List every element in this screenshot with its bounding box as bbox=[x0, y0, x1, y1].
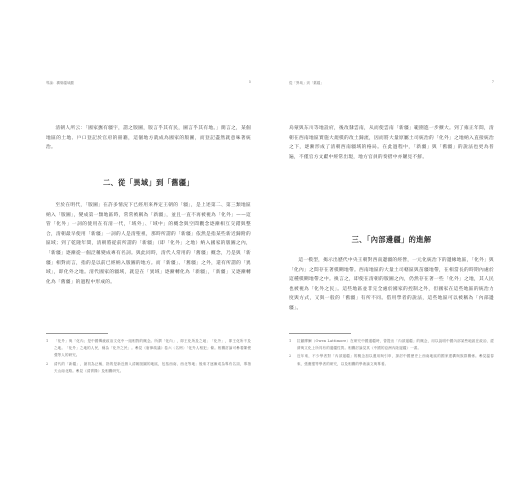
right-main-text: 這一模型，揭示出歷代中央王朝對西南邊疆的經營，一元化統治下的邊緣地區，「化外」與「化內」之間存在著模糊地帶。西南地區的大量土司轄區與苗疆地帶，在相當長的時期內處於這種模糊地帶之中。換言之，即使在清朝的版圖之內，仍然存在著一些「化外」之地，其人民也被視為「化外之民」。這些地區並非完全處於國家的控制之外，但國家在這些地區的統治力度與方式，又與一般的「舊疆」有所不同。借用學者的說法，這些地區可以被稱為「內部邊疆」。 bbox=[289, 258, 494, 311]
left-top-text: 清朝人所云：「國家撫有疆宇，謂之版圖，版言乎其有民，圖言乎其有地。」簡言之，某個地區的土地、戶口登記於官府的冊籍，這個地方就成為國家的版圖，而登記盡然就意味著統治。 bbox=[46, 126, 251, 151]
right-top-paragraph bbox=[289, 124, 494, 162]
footnote-number: 1 bbox=[289, 339, 292, 343]
footnote-text: 「化外」與「化內」是中國傳統政治文化中一組相對的概念。所謂「化內」，即王化所及之地；「化外」，即王化所不及之地。「化外」之地的人民，稱為「化外之民」。參見《唐律疏議》卷六〈名例〉「化外人相犯」條。相關討論可參看陳俊強等人的研究。 bbox=[54, 339, 251, 358]
left-header-title: 導論：構築疆域觀 bbox=[46, 81, 74, 85]
left-footnotes bbox=[46, 338, 251, 376]
left-section-heading: 二、從「異域」到「舊疆」 bbox=[102, 178, 195, 187]
left-page bbox=[46, 0, 251, 500]
left-page-number: 5 bbox=[248, 80, 251, 84]
right-section-heading: 三、「內部邊疆」的進解 bbox=[351, 235, 432, 244]
right-footnote-rule bbox=[289, 333, 351, 334]
left-top-paragraph bbox=[46, 124, 251, 153]
footnote bbox=[289, 338, 494, 352]
footnote-text: 拉鐵摩爾（Owen Lattimore）在研究中國邊疆時，曾提出「內部邊疆」的概念，用以說明中國內部某些地區在政治、經濟與文化上所具有的邊疆性質。相關討論見其《中國的亞洲內陸邊疆》一書。 bbox=[297, 339, 494, 351]
footnote-text: 近年來，不少學者對「內部邊疆」的概念加以運用與引申，探討中國歷史上西南地區的國家建構與族群關係。參見溫春來、張應強等學者的研究，以及相關的學術論文與專著。 bbox=[297, 354, 494, 366]
right-main-paragraph bbox=[289, 256, 494, 314]
right-header-title: 從「異域」到「舊疆」 bbox=[289, 81, 324, 85]
footnote bbox=[46, 338, 251, 360]
right-page bbox=[289, 0, 494, 500]
left-main-text: 至於在明代，「版圖」在許多情況下已經用來界定王朝的「疆」，是上述第二、第三類地區納入「版圖」，變成第一類地區時，常常被稱為「新疆」，並且一直不再被視為「化外」——這管「化外」一詞的使用在有清一代，「域外」、「域中」的概念與空間觀念逐漸相互交錯與整合，清朝最早使用「新疆」一詞的人是清聖祖，那時所謂的「新疆」依然是指某些新近歸附的區域；到了乾隆年間，清朝將從前所謂的「新疆」（即「化外」之地）納入國家的版圖之內，「新疆」逐漸從一個泛稱變成專有名詞。與此同時，清代人常用的「舊疆」概念，乃是與「新疆」相對而言，指的是以前已經納入版圖的地方。而「新疆」、「舊疆」之外，還有所謂的「異域」，即化外之地。清代國家的疆域，就是在「異域」逐漸轉化為「新疆」，「新疆」又逐漸轉化為「舊疆」的過程中形成的。 bbox=[46, 203, 251, 285]
footnote bbox=[46, 361, 251, 375]
footnote-number: 2 bbox=[46, 361, 49, 366]
left-running-header bbox=[46, 80, 251, 85]
footnote-number: 2 bbox=[289, 354, 292, 359]
footnote bbox=[289, 353, 494, 367]
footnote-number: 1 bbox=[46, 339, 49, 343]
right-running-header bbox=[289, 80, 494, 85]
left-footnote-rule bbox=[46, 333, 108, 334]
right-footnotes bbox=[289, 338, 494, 369]
left-main-paragraph bbox=[46, 201, 251, 287]
right-page-number: 7 bbox=[491, 80, 494, 84]
right-top-text: 烏蒙與东川等地設府，後改隸雲南，从而使雲南「新疆」範圍進一步擴大。到了雍正年間，清朝在西南地區實施大規模的改土歸流，因而將大量原屬土司統治的「化外」之地納入直接統治之下，逐漸形成了清朝西南疆域的格局。在此過程中，「新疆」與「舊疆」的說法也更為普遍，不僅官方文獻中經常出現，地方官員的奏摺中亦屢見不鮮。 bbox=[289, 126, 494, 160]
footnote-text: 清代的「新疆」，最初為泛稱，指的是新近納入清朝版圖的地區，包括西南、西北等地；後來才逐漸成為專有名詞，專指天山南北路。參見《清實錄》及相關研究。 bbox=[54, 361, 251, 373]
